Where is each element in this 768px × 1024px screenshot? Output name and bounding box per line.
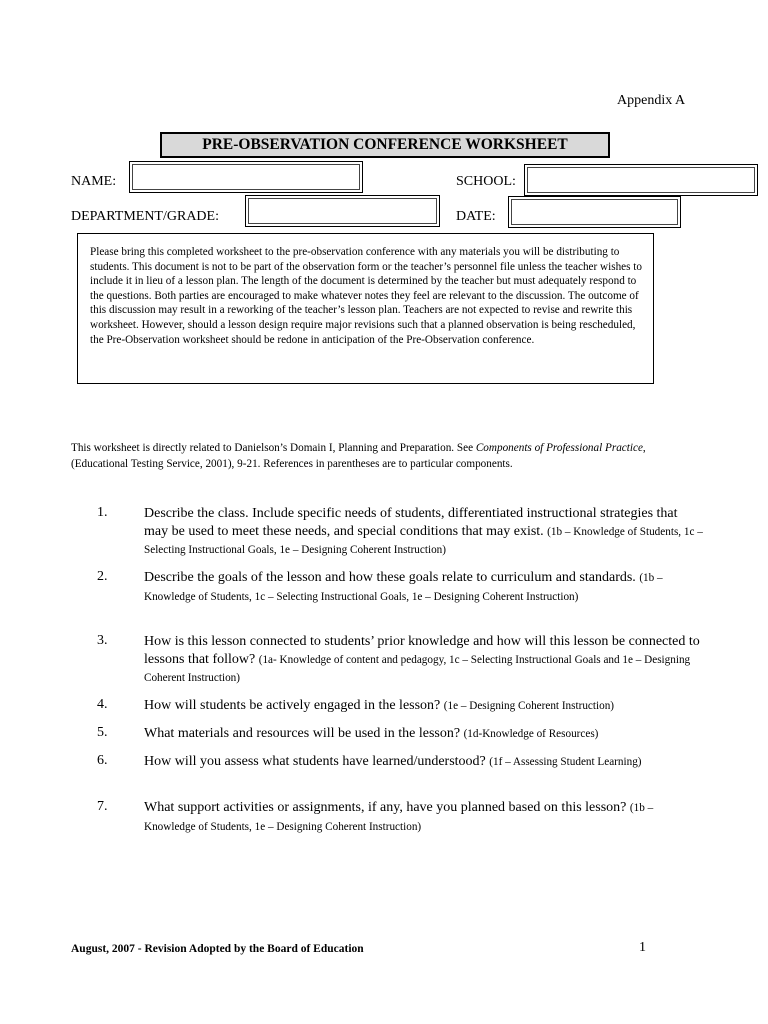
question-number: 1. <box>97 505 108 520</box>
intro-text: This worksheet is directly related to Danielson’s Domain I, Planning and Preparation. See <box>71 442 476 454</box>
question-text: How will students be actively engaged in the lesson? <box>144 698 444 713</box>
name-label: NAME: <box>71 174 117 189</box>
question-number: 2. <box>97 569 108 584</box>
question-reference: (1f – Assessing Student Learning) <box>489 756 642 768</box>
question-text: How will you assess what students have learned/understood? <box>144 754 490 769</box>
question-number: 3. <box>97 633 108 648</box>
date-label: DATE: <box>456 209 496 224</box>
question-text: Describe the goals of the lesson and how these goals relate to curriculum and standards. <box>144 570 640 585</box>
appendix-label: Appendix A <box>617 93 686 108</box>
question-item <box>144 753 679 772</box>
footer-text: August, 2007 - Revision Adopted by the Board of Education <box>71 943 364 955</box>
page-title: PRE-OBSERVATION CONFERENCE WORKSHEET <box>160 132 610 158</box>
question-item <box>144 505 704 560</box>
question-item <box>144 569 664 606</box>
question-item <box>144 725 704 744</box>
question-text: How is this lesson connected to students’ prior knowledge and how will this lesson be connected to lessons that follow? <box>144 634 700 667</box>
question-reference: (1b – Knowledge of Students, 1c – Selecting Instructional Goals, 1e – Designing Coherent Instruction) <box>144 572 663 603</box>
question-text: Describe the class. Include specific needs of students, differentiated instructional strategies that may be used to meet these needs, and special conditions that may exist. <box>144 506 678 539</box>
question-item <box>144 633 704 688</box>
school-input[interactable] <box>524 164 758 196</box>
date-input[interactable] <box>508 196 681 228</box>
department-label: DEPARTMENT/GRADE: <box>71 209 219 224</box>
school-label: SCHOOL: <box>456 174 516 189</box>
intro-text-end: , (Educational Testing Service, 2001), 9-21. References in parentheses are to particular components. <box>71 442 646 470</box>
question-reference: (1d-Knowledge of Resources) <box>463 728 599 740</box>
question-item <box>144 799 664 836</box>
question-number: 7. <box>97 799 108 814</box>
name-input[interactable] <box>129 161 363 193</box>
page-number: 1 <box>639 940 646 955</box>
instructions-box: Please bring this completed worksheet to the pre-observation conference with any materials you will be distributing to students. This document is not to be part of the observation form or the teacher’s personnel file unless the teacher wishes to include it in lieu of a lesson plan. The length of the document is determined by the teacher but must adequately respond to the questions. Both parties are encouraged to make whatever notes they feel are relevant to the discussion. The outcome of this discussion may result in a reworking of the teacher’s lesson plan. Teachers are not expected to revise and rewrite this worksheet. However, should a lesson design require major revisions such that a planned observation is being rescheduled, the Pre-Observation worksheet should be redone in anticipation of the Pre-Observation conference. <box>77 233 654 384</box>
question-reference: (1a- Knowledge of content and pedagogy, 1c – Selecting Instructional Goals and 1e – Designing Coherent Instruction) <box>144 653 691 684</box>
question-number: 5. <box>97 725 108 740</box>
question-text: What materials and resources will be used in the lesson? <box>144 726 464 741</box>
question-number: 6. <box>97 753 108 768</box>
question-reference: (1b – Knowledge of Students, 1c – Selecting Instructional Goals, 1e – Designing Coherent Instruction) <box>144 525 703 556</box>
question-reference: (1e – Designing Coherent Instruction) <box>443 700 615 712</box>
question-reference: (1b – Knowledge of Students, 1e – Designing Coherent Instruction) <box>144 802 654 833</box>
intro-paragraph <box>71 440 671 472</box>
department-input[interactable] <box>245 195 440 227</box>
intro-book-title: Components of Professional Practice <box>475 442 643 454</box>
question-number: 4. <box>97 697 108 712</box>
question-item <box>144 697 704 716</box>
question-text: What support activities or assignments, if any, have you planned based on this lesson? <box>144 800 630 815</box>
